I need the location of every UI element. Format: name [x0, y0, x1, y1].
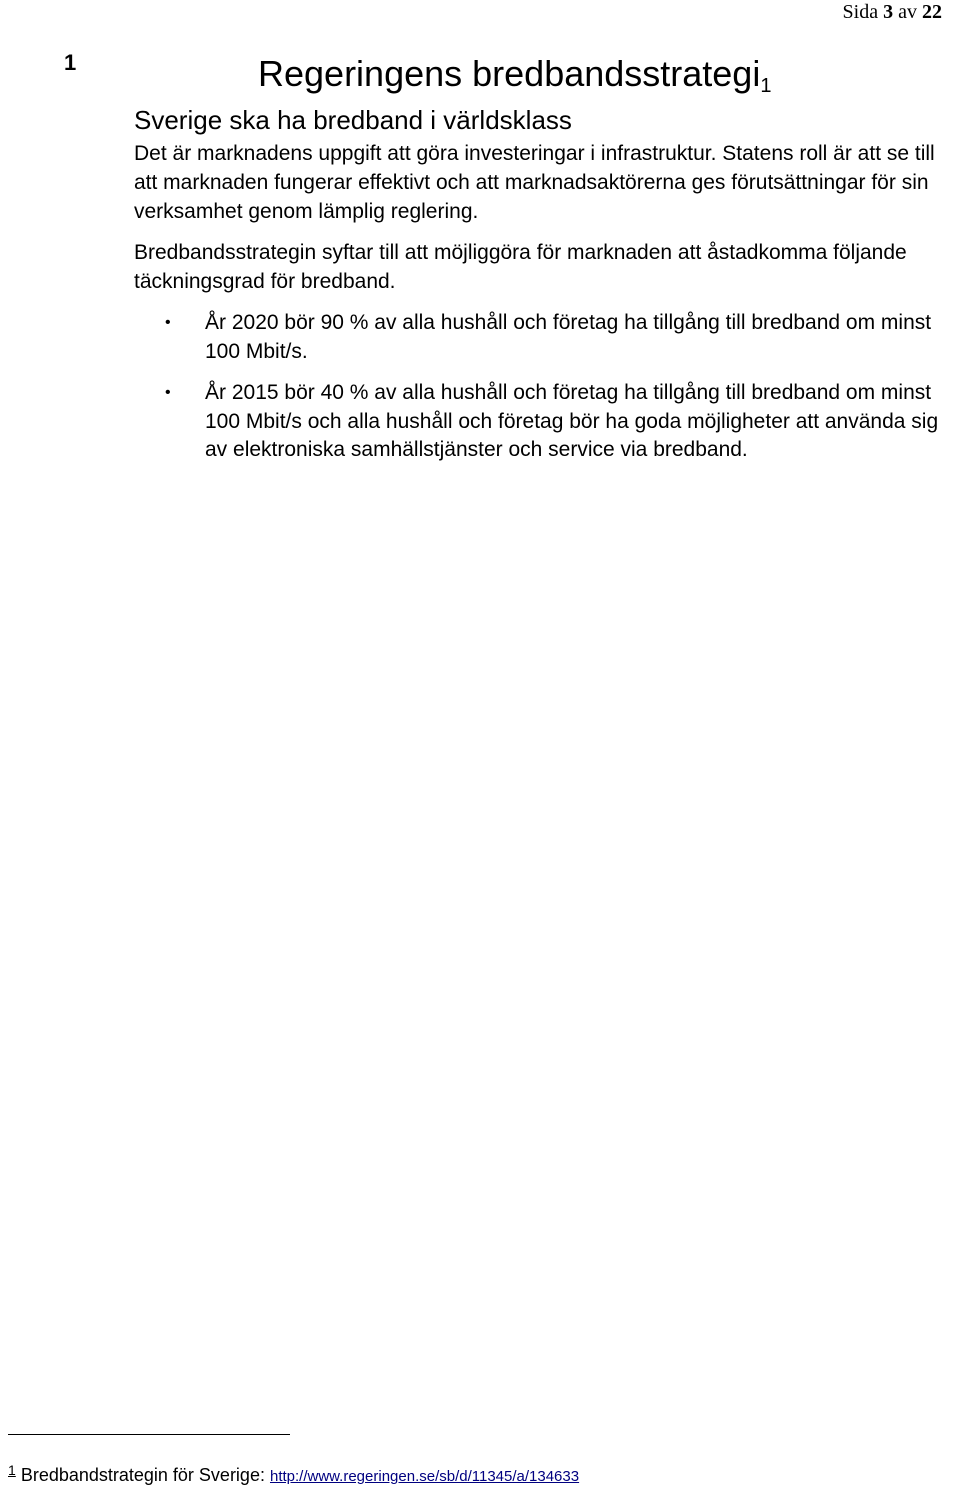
list-item: [165, 309, 955, 366]
section-subtitle: Sverige ska ha bredband i världsklass: [134, 105, 572, 135]
page-title-text: Regeringens bredbandsstrategi: [258, 53, 761, 94]
list-item: [165, 379, 955, 465]
list-item-text: År 2015 bör 40 % av alla hushåll och företag ha tillgång till bredband om minst 100 Mbit/s och alla hushåll och företag bör ha goda möjligheter att använda sig av elektroniska samhällstjänster och service via bredband.: [205, 381, 939, 461]
bullet-icon: •: [165, 314, 171, 331]
page-number: [843, 0, 942, 24]
body-paragraph-1: Det är marknadens uppgift att göra investeringar i infrastruktur. Statens roll är att se till att marknaden fungerar effektivt och att marknadsaktörerna ges förutsättningar för sin verksamhet genom lämplig reglering.: [134, 142, 935, 223]
footnote-divider: [8, 1434, 290, 1435]
body-paragraph-2: Bredbandsstrategin syftar till att möjliggöra för marknaden att åstadkomma följande täckningsgrad för bredband.: [134, 241, 907, 293]
list-item-text: År 2020 bör 90 % av alla hushåll och företag ha tillgång till bredband om minst 100 Mbit/s.: [205, 311, 932, 363]
footnote: [8, 1458, 579, 1489]
footnote-reference[interactable]: 1: [760, 75, 772, 97]
page-number-current: 3: [883, 1, 894, 23]
page-number-middle: av: [898, 1, 917, 23]
target-list: [165, 309, 955, 478]
bullet-icon: •: [165, 384, 171, 401]
footnote-marker: 1: [8, 1462, 16, 1478]
page-number-total: 22: [922, 1, 942, 23]
footnote-text: Bredbandstrategin för Sverige:: [20, 1465, 265, 1485]
footnote-link[interactable]: http://www.regeringen.se/sb/d/11345/a/134633: [269, 1468, 580, 1485]
page-title: [258, 52, 771, 108]
page-number-prefix: Sida: [842, 1, 879, 23]
section-number: 1: [64, 50, 77, 75]
